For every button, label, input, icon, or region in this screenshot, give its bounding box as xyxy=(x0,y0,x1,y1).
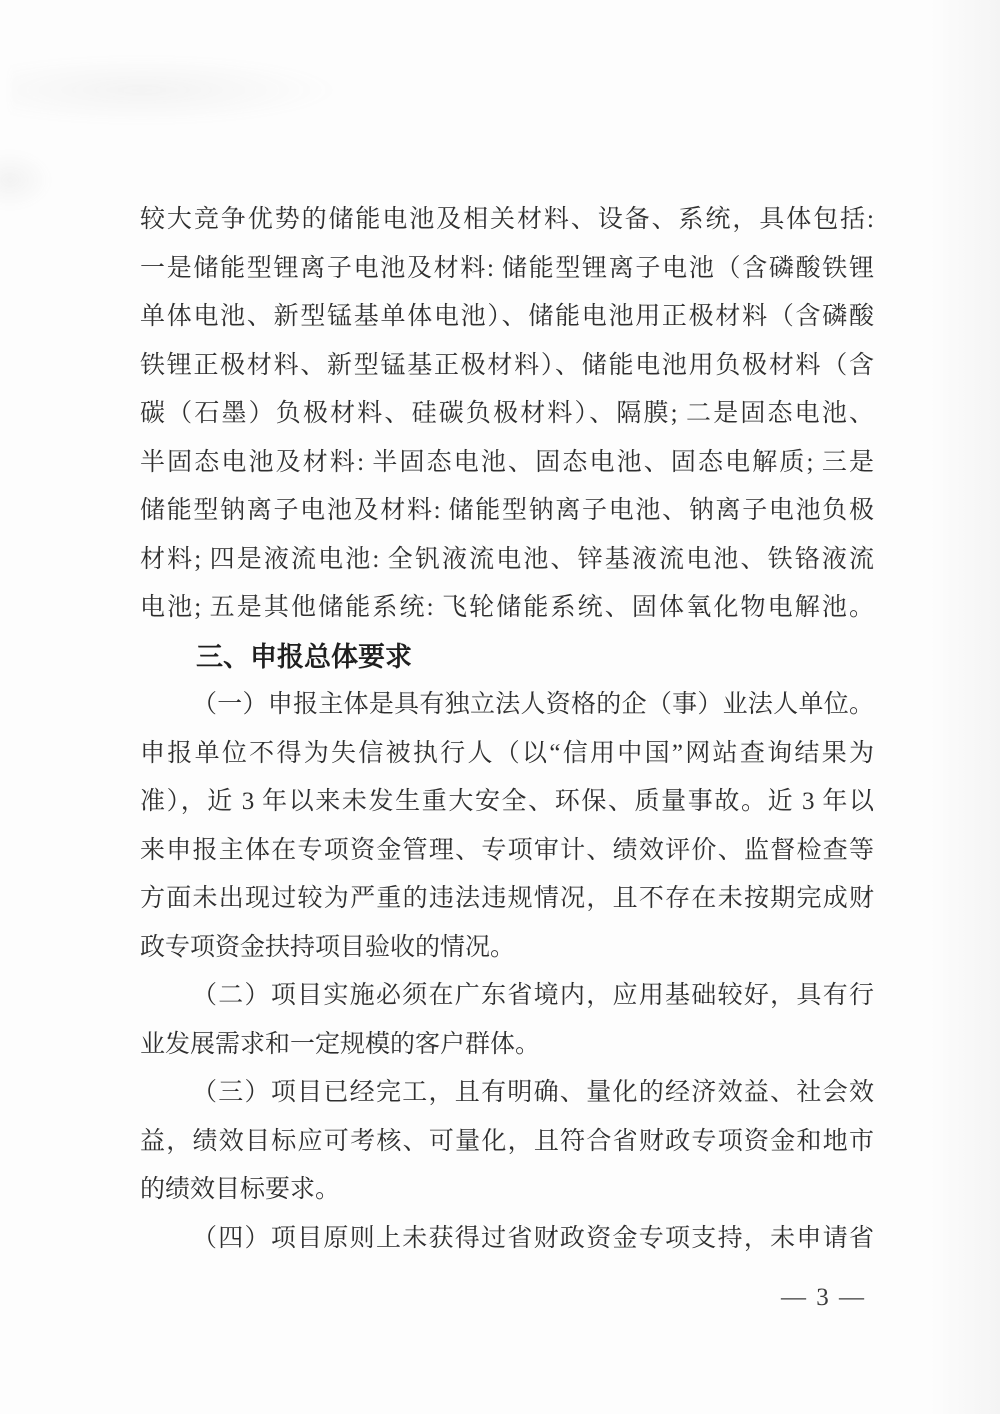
text-line: 一是储能型锂离子电池及材料: 储能型锂离子电池（含磷酸铁锂 xyxy=(140,254,874,282)
text-line: 申报单位不得为失信被执行人（以“信用中国”网站查询结果为 xyxy=(140,739,874,767)
text-line: （一）申报主体是具有独立法人资格的企（事）业法人单位。 xyxy=(192,691,874,718)
scan-artifact xyxy=(0,150,52,210)
text-line: 益，绩效目标应可考核、可量化，且符合省财政专项资金和地市 xyxy=(140,1127,874,1155)
text-line: 的绩效目标要求。 xyxy=(140,1176,341,1203)
text-line: 较大竞争优势的储能电池及相关材料、设备、系统，具体包括: xyxy=(140,206,874,233)
text-line: 材料; 四是液流电池: 全钒液流电池、锌基液流电池、铁铬液流 xyxy=(140,545,874,573)
text-line: 方面未出现过较为严重的违法违规情况，且不存在未按期完成财 xyxy=(140,885,874,912)
document-body xyxy=(140,196,874,1263)
text-line: 来申报主体在专项资金管理、专项审计、绩效评价、监督检查等 xyxy=(140,836,874,864)
text-line: 碳（石墨）负极材料、硅碳负极材料）、隔膜; 二是固态电池、 xyxy=(140,400,874,427)
text-line: 政专项资金扶持项目验收的情况。 xyxy=(140,933,516,961)
text-line: 单体电池、新型锰基单体电池）、储能电池用正极材料（含磷酸 xyxy=(140,303,874,330)
text-line: （二）项目实施必须在广东省境内，应用基础较好，具有行 xyxy=(192,982,874,1009)
text-line: 半固态电池及材料: 半固态电池、固态电池、固态电解质; 三是 xyxy=(140,448,874,476)
scan-artifact xyxy=(930,0,1000,1414)
text-line: （四）项目原则上未获得过省财政资金专项支持，未申请省 xyxy=(192,1224,874,1252)
text-line: 准），近 3 年以来未发生重大安全、环保、质量事故。近 3 年以 xyxy=(140,788,874,815)
text-line: 业发展需求和一定规模的客户群体。 xyxy=(140,1030,541,1058)
text-line: 储能型钠离子电池及材料: 储能型钠离子电池、钠离子电池负极 xyxy=(140,497,874,524)
section-heading: 三、申报总体要求 xyxy=(196,641,412,672)
scan-artifact xyxy=(10,55,340,125)
text-line: （三）项目已经完工，且有明确、量化的经济效益、社会效 xyxy=(192,1079,874,1106)
text-line: 铁锂正极材料、新型锰基正极材料）、储能电池用负极材料（含 xyxy=(140,351,874,379)
text-line: 电池; 五是其他储能系统: 飞轮储能系统、固体氧化物电解池。 xyxy=(140,594,874,621)
page-number: — 3 — xyxy=(781,1284,866,1311)
